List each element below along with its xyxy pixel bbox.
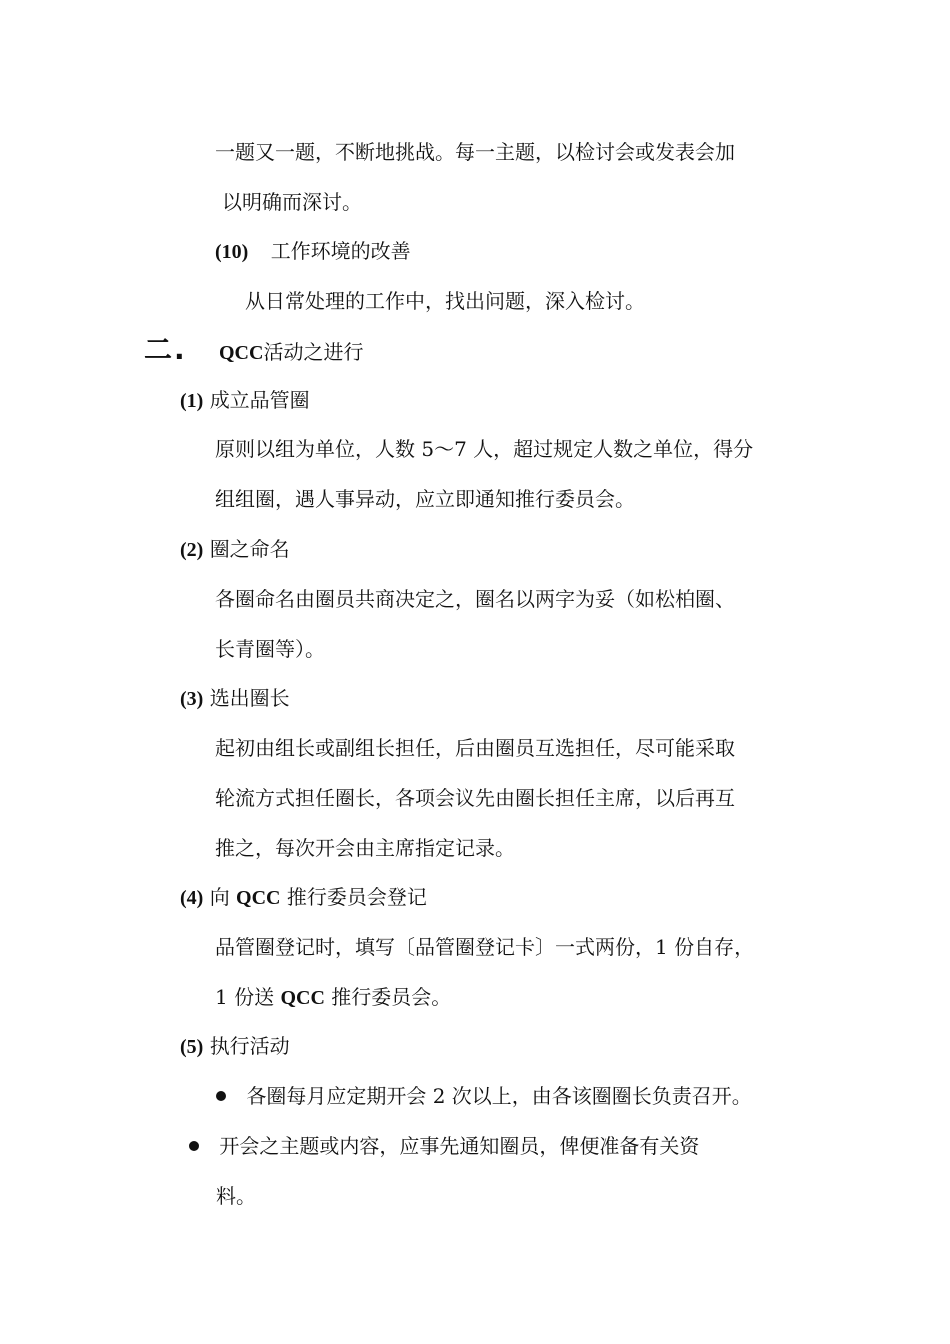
bullet-item bbox=[189, 1133, 699, 1159]
paragraph-line: 长青圈等）。 bbox=[215, 637, 325, 661]
item-title: 圈之命名 bbox=[209, 537, 290, 561]
paragraph-line: 轮流方式担任圈长，各项会议先由圈长担任主席，以后再互 bbox=[215, 786, 735, 810]
item-number: (1) bbox=[180, 390, 204, 412]
section-title: 活动之进行 bbox=[263, 340, 364, 364]
item-number: (10) bbox=[215, 241, 249, 263]
line-text: 推行委员会。 bbox=[331, 985, 452, 1009]
bullet-text: 各圈每月应定期开会 2 次以上，由各该圈圈长负责召开。 bbox=[246, 1084, 752, 1108]
paragraph-line: 起初由组长或副组长担任，后由圈员互选担任，尽可能采取 bbox=[215, 736, 735, 760]
bullet-item bbox=[216, 1083, 752, 1109]
section-number: 二. bbox=[144, 333, 187, 366]
item-title-bold: QCC bbox=[236, 887, 281, 909]
bullet-icon bbox=[189, 1141, 199, 1151]
bullet-icon bbox=[216, 1091, 226, 1101]
item-heading-3 bbox=[180, 685, 290, 712]
item-heading-5 bbox=[180, 1033, 290, 1060]
item-title-pre: 向 bbox=[209, 885, 230, 909]
item-number: (3) bbox=[180, 688, 204, 710]
paragraph-line: 组组圈，遇人事异动，应立即通知推行委员会。 bbox=[215, 487, 635, 511]
paragraph-line: 品管圈登记时，填写〔品管圈登记卡〕一式两份，1 份自存， bbox=[215, 935, 755, 959]
item-heading-2 bbox=[180, 536, 290, 563]
item-heading-1 bbox=[180, 387, 310, 414]
item-title: 执行活动 bbox=[209, 1034, 290, 1058]
item-heading-10 bbox=[215, 238, 411, 265]
paragraph-line: 料。 bbox=[216, 1184, 256, 1208]
item-title: 成立品管圈 bbox=[209, 388, 310, 412]
bullet-text: 开会之主题或内容，应事先通知圈员，俾便准备有关资 bbox=[219, 1134, 700, 1158]
paragraph-line: 原则以组为单位，人数 5～7 人，超过规定人数之单位，得分 bbox=[215, 437, 754, 461]
item-title: 选出圈长 bbox=[209, 686, 290, 710]
paragraph-line: 一题又一题，不断地挑战。每一主题，以检讨会或发表会加 bbox=[215, 140, 735, 164]
item-number: (5) bbox=[180, 1036, 204, 1058]
item-title: 工作环境的改善 bbox=[270, 239, 411, 263]
item-heading-4 bbox=[180, 884, 427, 911]
paragraph-line: 推之，每次开会由主席指定记录。 bbox=[215, 836, 515, 860]
item-number: (2) bbox=[180, 539, 204, 561]
section-heading bbox=[144, 333, 364, 366]
item-title-post: 推行委员会登记 bbox=[286, 885, 427, 909]
paragraph-line: 以明确而深讨。 bbox=[222, 190, 362, 214]
paragraph-line bbox=[215, 984, 451, 1011]
paragraph-line: 各圈命名由圈员共商决定之，圈名以两字为妥（如松柏圈、 bbox=[215, 587, 735, 611]
section-title-bold: QCC bbox=[219, 342, 264, 364]
paragraph-line: 从日常处理的工作中，找出问题，深入检讨。 bbox=[245, 289, 645, 313]
line-text-bold: QCC bbox=[280, 987, 325, 1009]
line-text: 1 份送 bbox=[215, 985, 275, 1009]
item-number: (4) bbox=[180, 887, 204, 909]
